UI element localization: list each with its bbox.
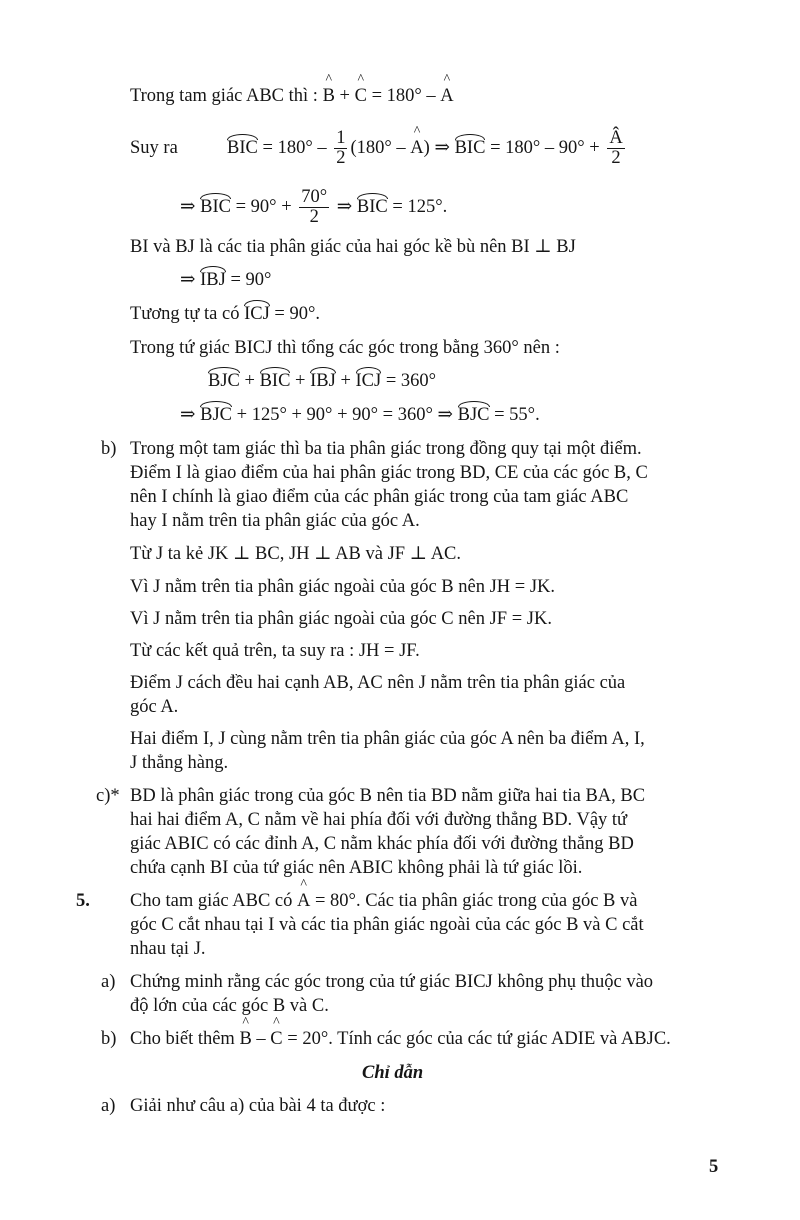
angle-A: ^ A [440, 85, 453, 107]
text: Cho biết thêm [130, 1029, 240, 1049]
angle-BJC: BJC [200, 405, 233, 425]
label-part-b: b) [101, 439, 117, 459]
angle-BIC: BIC [454, 137, 486, 158]
paragraph-line: nhau tại J. [130, 939, 206, 959]
label-guide-a: a) [101, 1096, 116, 1116]
denominator: 2 [611, 148, 621, 168]
label-part-c: c)* [96, 786, 120, 806]
text: = 125°. [387, 196, 448, 217]
fraction-70-half [299, 188, 329, 227]
paragraph-line: Điểm I là giao điểm của hai phân giác trong BD, CE của các góc B, C [130, 463, 648, 483]
angle-C: ^ C [355, 85, 367, 107]
numerator: 70° [301, 187, 328, 207]
text: = 90° [225, 270, 272, 290]
angle-BIC: BIC [259, 371, 291, 391]
line-angle-sum-360 [208, 370, 436, 392]
fraction-one-half [334, 129, 347, 168]
line-bi-bj: BI và BJ là các tia phân giác của hai góc kề bù nên BI ⊥ BJ [130, 237, 576, 257]
angle-BIC: BIC [200, 196, 231, 217]
paragraph-line: J thẳng hàng. [130, 753, 229, 773]
line-angle-sum [130, 85, 454, 107]
line-quadrilateral: Trong tứ giác BICJ thì tổng các góc trong bằng 360° nên : [130, 338, 560, 358]
text: Cho tam giác ABC có [130, 891, 297, 911]
line-ibj [180, 269, 271, 291]
paragraph-line: Giải như câu a) của bài 4 ta được : [130, 1096, 386, 1116]
text: = 20°. Tính các góc của các tứ giác ADIE và ABJC. [282, 1029, 671, 1049]
angle-C: ^ C [270, 1028, 282, 1050]
paragraph-line: nên I chính là giao điểm của các phân giác trong của tam giác ABC [130, 487, 629, 507]
angle-A: ^ A [297, 890, 310, 912]
text: Trong tam giác ABC thì : [130, 86, 323, 106]
angle-ICJ: ICJ [355, 371, 382, 391]
angle-BJC: BJC [457, 405, 490, 425]
angle-B: ^ B [239, 1028, 251, 1050]
text: ⇒ [332, 196, 357, 217]
text: ) ⇒ [423, 137, 455, 158]
text: + 125° + 90° + 90° = 360° ⇒ [232, 405, 458, 425]
paragraph-line: giác ABIC có các đỉnh A, C nằm khác phía đối với đường thẳng BD [130, 834, 634, 854]
exercise-5-line [130, 890, 637, 912]
angle-IBJ: IBJ [310, 371, 336, 391]
label-5a: a) [101, 972, 116, 992]
text: = 80°. Các tia phân giác trong của góc B và [310, 891, 638, 911]
angle-B: ^ B [323, 85, 335, 107]
exercise-5b-line [130, 1028, 671, 1050]
paragraph-line: Trong một tam giác thì ba tia phân giác trong đồng quy tại một điểm. [130, 439, 642, 459]
text: = 90° + [230, 196, 297, 217]
text: = 90°. [269, 304, 321, 324]
paragraph-line: Từ J ta kẻ JK ⊥ BC, JH ⊥ AB và JF ⊥ AC. [130, 544, 462, 564]
text: = 180° – 90° + [485, 137, 605, 158]
line-icj [130, 303, 320, 325]
text: ⇒ [180, 405, 201, 425]
text: + [290, 371, 311, 391]
angle-BIC: BIC [227, 137, 258, 158]
label-exercise-5: 5. [76, 891, 90, 911]
text: = 180° – [257, 137, 332, 158]
paragraph-line: Chứng minh rằng các góc trong của tứ giác BICJ không phụ thuộc vào [130, 972, 654, 992]
paragraph-line: Hai điểm I, J cùng nằm trên tia phân giác của góc A nên ba điểm A, I, [130, 729, 645, 749]
paragraph-line: Vì J nằm trên tia phân giác ngoài của góc C nên JF = JK. [130, 609, 552, 629]
paragraph-line: hai hai điểm A, C nằm về hai phía đối với đường thẳng BD. Vậy tứ [130, 810, 628, 830]
text: + [239, 371, 260, 391]
text: Tương tự ta có [130, 304, 245, 324]
denominator: 2 [309, 207, 319, 227]
fraction-A-half [607, 129, 624, 168]
angle-IBJ: IBJ [200, 270, 226, 290]
numerator: 1 [336, 128, 346, 148]
paragraph-line: hay I nằm trên tia phân giác của góc A. [130, 511, 420, 531]
angle-BJC: BJC [208, 371, 240, 391]
text: = 180° – [366, 86, 441, 106]
text: = 55°. [489, 405, 540, 425]
text: – [251, 1029, 271, 1049]
denominator: 2 [336, 148, 346, 168]
paragraph-line: Vì J nằm trên tia phân giác ngoài của góc B nên JH = JK. [130, 577, 556, 597]
text: ⇒ [180, 196, 201, 217]
paragraph-line: Điểm J cách đều hai cạnh AB, AC nên J nằm trên tia phân giác của [130, 673, 626, 693]
section-heading: Chỉ dẫn [362, 1063, 424, 1083]
paragraph-line: BD là phân giác trong của góc B nên tia BD nằm giữa hai tia BA, BC [130, 786, 646, 806]
line-bjc-result [180, 404, 540, 426]
angle-BIC: BIC [356, 196, 388, 217]
text: = 360° [381, 371, 437, 391]
paragraph-line: độ lớn của các góc B và C. [130, 996, 329, 1016]
numerator: Â [609, 128, 623, 148]
angle-A: ^ A [410, 137, 423, 159]
paragraph-line: góc C cắt nhau tại I và các tia phân giác ngoài của các góc B và C cắt [130, 915, 644, 935]
text: (180° – [350, 137, 411, 158]
text: + [334, 86, 355, 106]
paragraph-line: góc A. [130, 697, 179, 717]
line-bic-result [180, 188, 447, 227]
text: ⇒ [180, 270, 201, 290]
line-suy-ra [130, 129, 628, 168]
angle-ICJ: ICJ [244, 304, 270, 324]
text: Suy ra [130, 137, 178, 158]
paragraph-line: chứa cạnh BI của tứ giác nên ABIC không phải là tứ giác lồi. [130, 858, 583, 878]
paragraph-line: Từ các kết quả trên, ta suy ra : JH = JF. [130, 641, 420, 661]
label-5b: b) [101, 1029, 117, 1049]
text: + [335, 371, 356, 391]
page-number: 5 [709, 1157, 719, 1177]
